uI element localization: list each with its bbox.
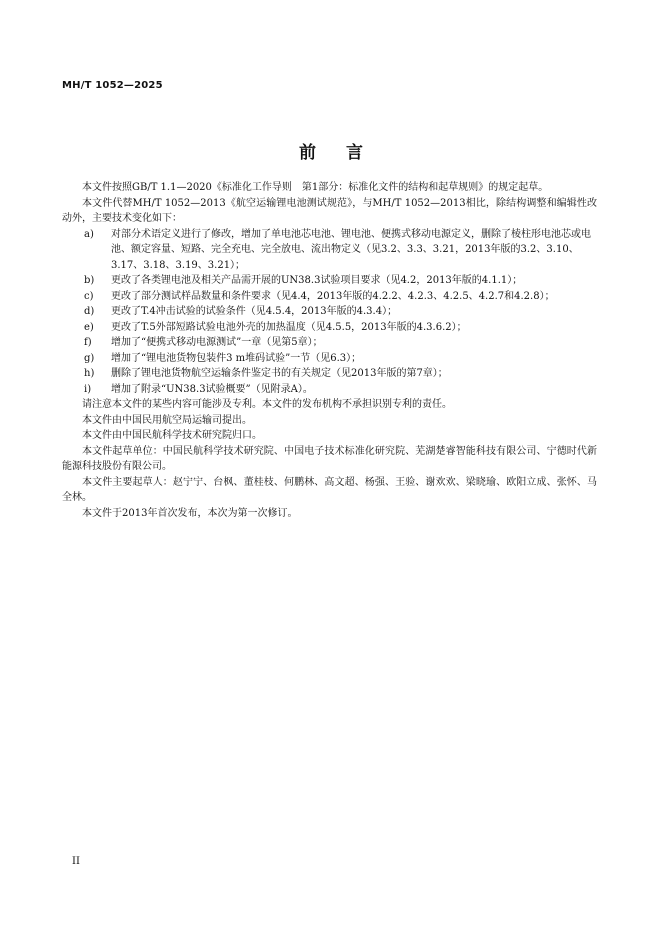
paragraph: 本文件由中国民用航空局运输司提出。 [82, 414, 252, 426]
list-marker: d) [84, 306, 95, 317]
list-item [62, 366, 597, 382]
list-item-text: 对部分术语定义进行了修改，增加了单电池芯电池、锂电池、便携式移动电源定义，删除了棱柱形电池芯或电池、额定容量、短路、完全充电、完全放电、流出物定义（见3.2、3.3、3.21，2013年版的3.2、3.10、3.17、3.18、3.19、3.21）； [111, 228, 591, 271]
paragraph: 本文件代替MH/T 1052—2013《航空运输锂电池测试规范》，与MH/T 1052—2013相比，除结构调整和编辑性改动外，主要技术变化如下： [62, 197, 597, 224]
paragraph: 本文件于2013年首次发布，本次为第一次修订。 [82, 507, 298, 519]
list-item [62, 304, 597, 320]
foreword-body [62, 180, 597, 521]
paragraph: 本文件由中国民航科学技术研究院归口。 [82, 430, 262, 441]
paragraph: 请注意本文件的某些内容可能涉及专利。本文件的发布机构不承担识别专利的责任。 [82, 399, 452, 410]
list-marker: i) [84, 383, 92, 395]
page-number: II [72, 856, 80, 867]
list-item [62, 335, 597, 351]
list-item-text: 更改了各类锂电池及相关产品需开展的UN38.3试验项目要求（见4.2，2013年版的4.1.1）； [111, 275, 523, 286]
list-marker: c) [84, 290, 94, 302]
list-item [62, 320, 597, 336]
list-item [62, 273, 597, 289]
list-marker: a) [84, 228, 94, 240]
list-item-text: 增加了附录“UN38.3试验概要”（见附录A）。 [111, 383, 313, 395]
list-item-text: 更改了T.4冲击试验的试验条件（见4.5.4，2013年版的4.3.4）； [111, 306, 398, 317]
paragraph: 本文件主要起草人：赵宁宁、台枫、董桂枝、何鹏林、高文超、杨强、王验、谢欢欢、梁晓瑜、欧阳立成、张怀、马全林。 [62, 476, 597, 503]
list-item [62, 382, 597, 398]
list-marker: g) [84, 352, 95, 364]
list-marker: h) [84, 368, 95, 379]
list-marker: f) [84, 337, 92, 348]
paragraph: 本文件起草单位：中国民航科学技术研究院、中国电子技术标准化研究院、芜湖楚睿智能科技有限公司、宁德时代新能源科技股份有限公司。 [62, 445, 597, 472]
list-item [62, 351, 597, 367]
list-item-text: 更改了T.5外部短路试验电池外壳的加热温度（见4.5.5，2013年版的4.3.6.2）； [111, 321, 467, 333]
list-item-text: 增加了“便携式移动电源测试”一章（见第5章）； [111, 337, 323, 348]
list-item-text: 增加了“锂电池货物包装件3 m堆码试验”一节（见6.3）； [111, 352, 362, 364]
list-item-text: 更改了部分测试样品数量和条件要求（见4.4，2013年版的4.2.2、4.2.3、4.2.5、4.2.7和4.2.8）； [111, 290, 555, 302]
list-item [62, 289, 597, 305]
technical-changes-list [62, 227, 597, 398]
paragraph: 本文件按照GB/T 1.1—2020《标准化工作导则 第1部分：标准化文件的结构和起草规则》的规定起草。 [82, 182, 549, 193]
list-item [62, 227, 597, 274]
list-marker: b) [84, 275, 95, 286]
page-title: 前言 [299, 143, 393, 163]
list-item-text: 删除了锂电池货物航空运输条件鉴定书的有关规定（见2013年版的第7章）； [111, 368, 448, 379]
list-marker: e) [84, 321, 94, 333]
standard-code: MH/T 1052—2025 [62, 80, 163, 91]
